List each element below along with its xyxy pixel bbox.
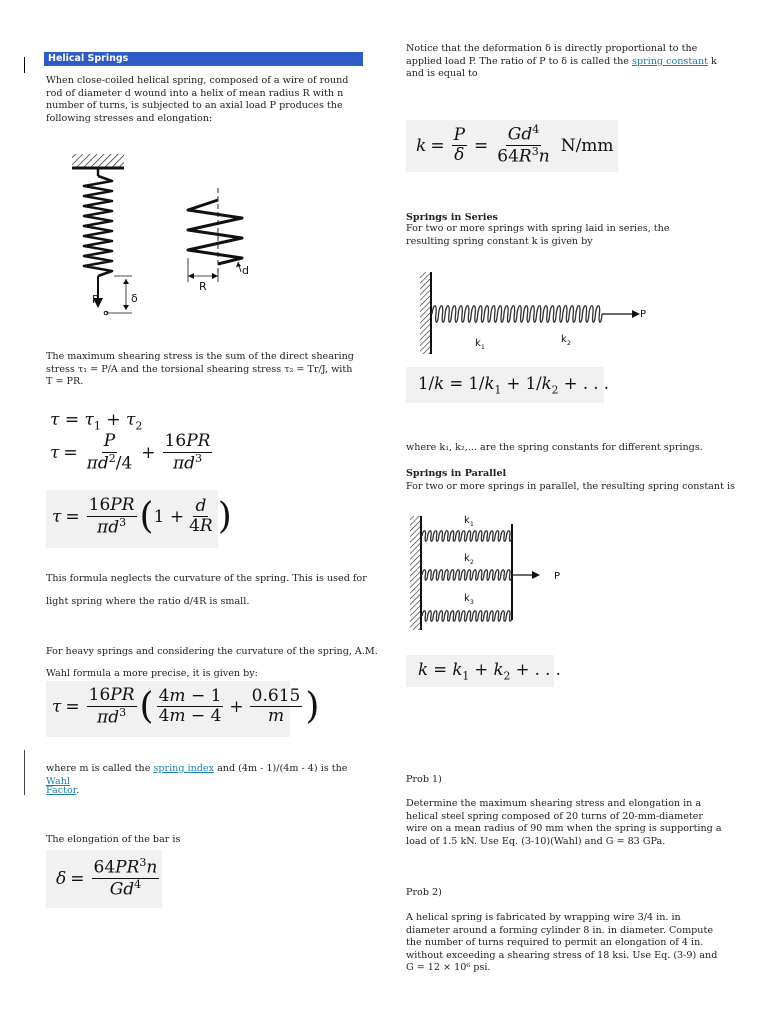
fig1-label-delta: δ — [131, 292, 138, 305]
intro-paragraph: When close-coiled helical spring, composed of a wire of round rod of diameter d wound into a helix of mean radius R with n number of turns, is subjected to an axial load P produces the following stresses and elongation: — [46, 75, 349, 124]
prob1-text: Determine the maximum shearing stress and elongation in a helical steel spring composed of 20 turns of 20-mm-diameter wire on a mean radius of 90 mm when the spring is supporting a load of 1.5 kN. Use Eq. (3-10)(Wahl) and G = 83 GPa. — [406, 798, 722, 847]
where-m-mid-text: and (4m - 1)/(4m - 4) is the — [214, 763, 348, 774]
notice-post-text: k and is equal to — [406, 55, 717, 80]
heavy-text-line2: Wahl formula a more precise, it is given by: — [46, 668, 258, 679]
series-label-k1: k — [475, 338, 481, 349]
section-heading-helical-springs: Helical Springs — [44, 52, 363, 66]
spring-index-link[interactable]: spring index — [153, 763, 215, 774]
neglect-text-line1: This formula neglects the curvature of the spring. This is used for — [46, 573, 367, 584]
prob2-title: Prob 2) — [406, 887, 442, 898]
series-label-k2: k — [561, 334, 567, 345]
equation-k-parallel: $k = k_1 + k_2$ + . . . — [418, 660, 561, 683]
parallel-label-k2: k — [464, 553, 470, 564]
fig1-label-p: P — [92, 293, 99, 306]
text-cursor — [24, 57, 25, 73]
equation-tau-wahl: τ = $\frac{16PR}{\pi d^3}$ ( $\frac{4m - 1}{4m - 4}$ + $\frac{0.615}{m}$ ) — [52, 685, 320, 728]
springs-parallel-figure — [408, 510, 568, 634]
spring-constant-link[interactable]: spring constant — [632, 55, 708, 67]
where-m-line2 — [46, 784, 79, 797]
neglect-text-line2: light spring where the ratio d/4R is small. — [46, 596, 250, 607]
series-label-p: P — [640, 309, 647, 320]
max-shear-paragraph: The maximum shearing stress is the sum of the direct shearing stress τ₁ = P/A and the torsional shearing stress τ₂ = Tr/J, with T = PR. — [46, 351, 354, 388]
prob2-text: A helical spring is fabricated by wrapping wire 3/4 in. in diameter around a forming cylinder 8 in. in diameter. Compute the number of turns required to permit an elongation of 4 in. without exceeding a shearing stress of 18 ksi. Use Eq. (3-9) and G = 12 × 10⁶ psi. — [406, 912, 718, 974]
equation-k-def: k = $\frac{P}{\delta}$ = $\frac{Gd^4}{64R^3n}$ N/mm — [416, 123, 614, 167]
fig1-label-r: R — [199, 280, 207, 293]
parallel-label-k1: k — [464, 515, 470, 526]
parallel-sub-3: 3 — [470, 599, 474, 606]
equation-tau-light: τ = $\frac{16PR}{\pi d^3}$ ( 1 + $\frac{d}{4R}$ ) — [52, 495, 232, 538]
wahl-factor-link[interactable]: Factor — [46, 785, 77, 796]
prob1-title: Prob 1) — [406, 774, 442, 785]
springs-in-parallel-heading: Springs in Parallel — [406, 468, 507, 479]
helical-spring-figure — [60, 148, 270, 320]
parallel-sub-2: 2 — [470, 559, 474, 566]
wahl-link-part1[interactable]: Wahl — [46, 776, 70, 787]
notice-paragraph — [406, 43, 722, 81]
notice-pre-text: Notice that the deformation δ is directly proportional to the applied load P. The ratio of P to δ is called the — [406, 43, 698, 67]
series-sub-1: 1 — [481, 344, 485, 351]
wahl-end-text: . — [76, 785, 80, 796]
heavy-text-line1: For heavy springs and considering the curvature of the spring, A.M. — [46, 646, 378, 657]
where-m-line1 — [46, 762, 366, 788]
where-k-text: where k₁, k₂,... are the spring constants for different springs. — [406, 442, 703, 453]
where-m-pre-text: where m is called the — [46, 763, 154, 774]
parallel-label-p: P — [554, 571, 561, 582]
springs-in-series-heading: Springs in Series — [406, 212, 498, 223]
parallel-label-k3: k — [464, 593, 470, 604]
equation-delta: δ = $\frac{64PR^3n}{Gd^4}$ — [56, 856, 158, 900]
parallel-paragraph: For two or more springs in parallel, the resulting spring constant is — [406, 481, 735, 492]
fig1-label-d: d — [242, 264, 249, 277]
equation-tau-direct: τ = $\frac{P}{\pi d^2/4}$ + $\frac{16PR}{\pi d^3}$ — [50, 431, 211, 474]
series-paragraph: For two or more springs with spring laid in series, the resulting spring constant k is given by — [406, 223, 670, 247]
equation-k-series: $1/k = 1/k_1 + 1/k_2$ + . . . — [418, 374, 610, 397]
series-sub-2: 2 — [567, 340, 571, 347]
elongation-text: The elongation of the bar is — [46, 834, 181, 845]
equation-tau-sum: $\tau = \tau_1 + \tau_2$ — [50, 410, 143, 433]
springs-series-figure — [418, 268, 658, 360]
parallel-sub-1: 1 — [470, 521, 474, 528]
margin-change-bar — [24, 750, 25, 795]
